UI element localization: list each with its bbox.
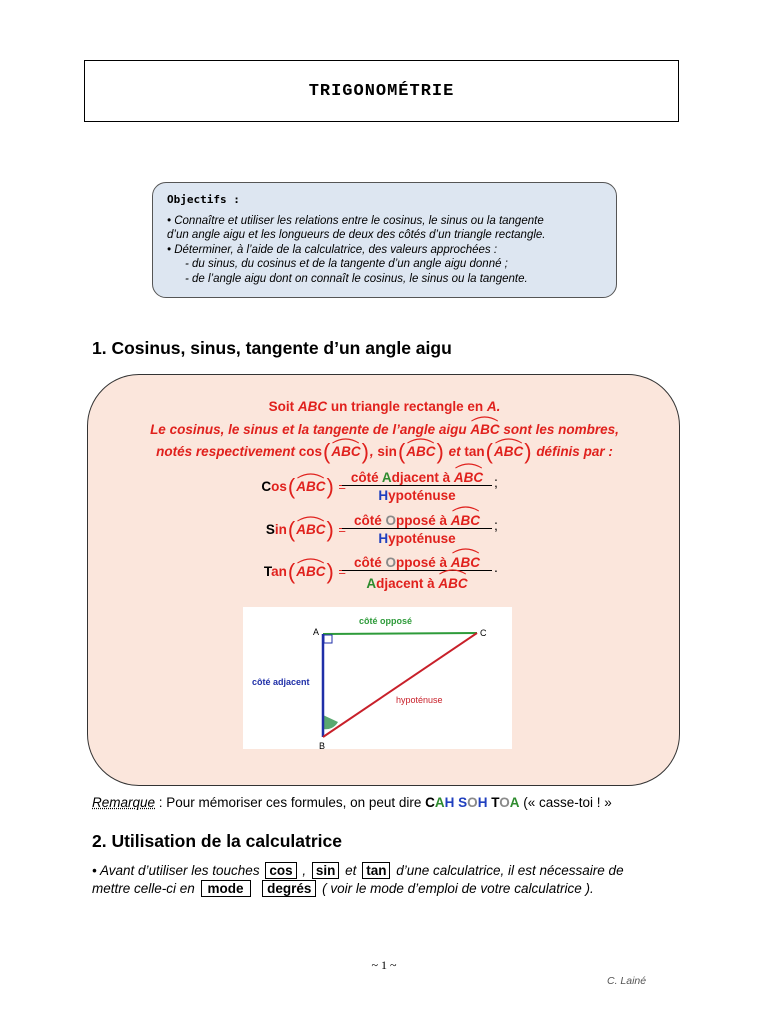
remark-label: Remarque [92, 795, 156, 810]
angle-label: ABC [296, 564, 326, 579]
key-degres: degrés [262, 880, 316, 897]
formula-left: Tan( ABC) = [263, 559, 346, 584]
angle-label: ABC [331, 444, 361, 459]
mnemonic [425, 795, 519, 810]
fn-sin: sin [377, 444, 397, 459]
intro-line-1 [88, 399, 681, 414]
angle-label: ABC [450, 555, 481, 570]
fn-rest: an [271, 564, 287, 579]
den-text: ypoténuse [388, 531, 456, 546]
section-2-heading: 2. Utilisation de la calculatrice [92, 831, 342, 851]
definition-box [87, 374, 680, 786]
m-letter: H [477, 795, 488, 810]
vertex-b: B [319, 741, 326, 749]
key-sin: sin [312, 862, 340, 879]
numerator [342, 551, 492, 569]
m-letter: A [509, 795, 520, 810]
num-text: côté [350, 470, 382, 485]
angle-abc [470, 419, 499, 437]
objective-line: • Connaître et utiliser les relations entre le cosinus, le sinus ou la tangente [167, 214, 544, 227]
intro-line-3: notés respectivement cos( ABC), sin( ABC) et tan( ABC) définis par : [156, 439, 613, 464]
fraction [342, 509, 492, 548]
angle-label: ABC [438, 576, 468, 591]
angle-abc [296, 561, 325, 579]
m-letter: A [434, 795, 445, 810]
den-text: djacent à [376, 576, 439, 591]
author: C. Lainé [607, 975, 647, 987]
remark-end: (« casse-toi ! » [519, 795, 612, 810]
angle-abc [331, 441, 360, 459]
angle-label: ABC [296, 479, 326, 494]
calc-text: , [302, 863, 307, 878]
intro-text: sont les nombres, [499, 422, 619, 437]
angle-abc [438, 572, 467, 593]
formula-sin [88, 509, 681, 549]
numerator [342, 509, 492, 527]
angle-abc [406, 441, 435, 459]
formula-tan [88, 551, 681, 591]
objectives-box [152, 182, 617, 298]
denominator [342, 572, 492, 590]
denominator [342, 530, 492, 548]
page-title: TRIGONOMÉTRIE [308, 81, 455, 101]
num-text: pposé à [396, 513, 451, 528]
right-angle-mark [324, 635, 332, 643]
formula-left: Cos( ABC) = [261, 474, 346, 499]
title-box [84, 60, 679, 122]
fn-initial: S [265, 522, 275, 537]
calc-text: ( voir le mode d’emploi de votre calculatrice ). [318, 881, 594, 896]
angle-label: ABC [493, 444, 524, 459]
triangle-svg [243, 607, 512, 749]
opposite-side [323, 633, 477, 634]
objectives-heading: Objectifs : [167, 193, 240, 206]
angle-abc [296, 476, 325, 494]
intro-text: Le cosinus, le sinus et la tangente de l’angle aigu [150, 422, 471, 437]
fn-tan: tan [464, 444, 485, 459]
m-letter: T [491, 795, 500, 810]
label-adjacent: côté adjacent [252, 677, 310, 687]
num-letter: O [385, 513, 396, 528]
den-text: ypoténuse [388, 488, 456, 503]
angle-label: ABC [296, 522, 326, 537]
triangle-name: ABC [297, 399, 328, 414]
objective-line: • Déterminer, à l’aide de la calculatrice, des valeurs approchées : [167, 243, 498, 256]
fn-initial: T [263, 564, 272, 579]
calc-line-2 [92, 880, 594, 897]
page-number: ~ 1 ~ [371, 958, 397, 972]
fn-rest: in [274, 522, 287, 537]
section-1-heading: 1. Cosinus, sinus, tangente d’un angle aigu [92, 338, 452, 358]
vertex-name: A. [486, 399, 501, 414]
num-text: côté [353, 513, 386, 528]
intro-line-2 [88, 419, 681, 437]
objective-line: - du sinus, du cosinus et de la tangente d’un angle aigu donné ; [185, 258, 508, 270]
angle-abc [296, 519, 325, 537]
formula-end: ; [494, 474, 498, 490]
calc-text: mettre celle-ci en [92, 881, 199, 896]
key-tan: tan [362, 862, 390, 879]
key-mode: mode [201, 880, 251, 897]
angle-arc [323, 715, 338, 729]
den-letter: H [378, 488, 389, 503]
intro-text: définis par : [536, 444, 613, 459]
formula-cos [88, 466, 681, 506]
objective-line: d’un angle aigu et les longueurs de deux des côtés d’un triangle rectangle. [167, 229, 546, 241]
m-letter: H [444, 795, 455, 810]
m-letter: O [499, 795, 510, 810]
num-letter: O [385, 555, 396, 570]
formula-end: . [494, 559, 498, 575]
calc-text: • Avant d’utiliser les touches [92, 863, 264, 878]
den-letter: H [378, 531, 389, 546]
num-text: côté [353, 555, 386, 570]
triangle-figure [243, 607, 512, 749]
angle-label: ABC [453, 470, 484, 485]
fraction [342, 551, 492, 590]
formula-end: ; [494, 517, 498, 533]
objective-line: - de l’angle aigu dont on connaît le cosinus, le sinus ou la tangente. [185, 272, 528, 285]
fraction [342, 466, 492, 505]
formula-left: Sin( ABC) = [265, 517, 346, 542]
m-letter: S [458, 795, 468, 810]
label-hypotenuse: hypoténuse [396, 695, 443, 705]
m-letter: C [425, 795, 435, 810]
intro-text: Soit [268, 399, 298, 414]
den-letter: A [366, 576, 377, 591]
num-text: djacent à [391, 470, 454, 485]
calc-text: d’une calculatrice, il est nécessaire de [392, 863, 624, 878]
intro-text: un triangle rectangle en [327, 399, 487, 414]
label-opposite: côté opposé [359, 616, 413, 626]
fn-initial: C [261, 479, 272, 494]
angle-abc [454, 466, 483, 487]
vertex-c: C [480, 628, 487, 638]
calc-text: et [345, 863, 357, 878]
fn-cos: cos [298, 444, 322, 459]
fn-rest: os [271, 479, 287, 494]
angle-label: ABC [450, 513, 481, 528]
calc-line-1 [92, 862, 624, 879]
num-text: pposé à [396, 555, 451, 570]
remark [92, 795, 612, 810]
denominator [342, 487, 492, 505]
hypotenuse-side [323, 633, 477, 737]
key-cos: cos [265, 862, 296, 879]
numerator [342, 466, 492, 484]
intro-text: et [448, 444, 461, 459]
angle-abc [451, 509, 480, 530]
num-letter: A [381, 470, 392, 485]
intro-text: notés respectivement [156, 444, 299, 459]
angle-label: ABC [470, 422, 500, 437]
angle-label: ABC [406, 444, 436, 459]
angle-abc [494, 441, 523, 459]
remark-text: : Pour mémoriser ces formules, on peut dire [155, 795, 426, 810]
m-letter: O [467, 795, 478, 810]
vertex-a: A [313, 627, 320, 637]
